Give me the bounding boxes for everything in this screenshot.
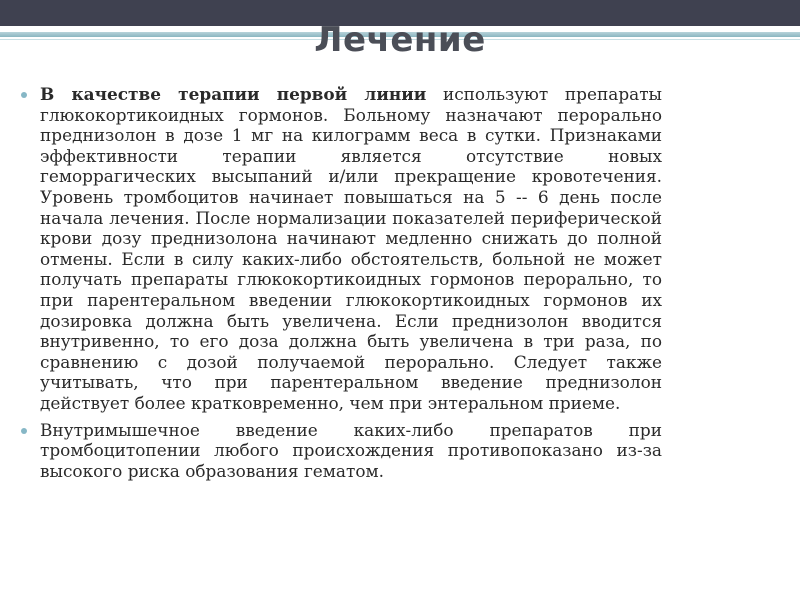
slide-title: Лечение	[314, 20, 486, 60]
bullet-dot-icon	[21, 92, 27, 98]
bullet-dot-icon	[21, 428, 27, 434]
bullet-item-2	[40, 420, 662, 482]
bullet-text: Внутримышечное введение каких-либо препаратов при тромбоцитопении любого происхождения противопоказано из-за высокого риска образования гематом.	[40, 419, 662, 481]
bullet-item-1	[40, 84, 662, 414]
bullet-text: используют препараты глюкокортикоидных гормонов. Больному назначают перорально преднизолон в дозе 1 мг на килограмм веса в сутки. Признаками эффективности терапии является отсутствие новых геморрагических высыпаний и/или прекращение кровотечения. Уровень тромбоцитов начинает повышаться на 5 -- 6 день после начала лечения. После нормализации показателей периферической крови дозу преднизолона начинают медленно снижать до полной отмены. Если в силу каких-либо обстоятельств, больной не может получать препараты глюкокортикоидных гормонов перорально, то при парентеральном введении глюкокортикоидных гормонов их дозировка должна быть увеличена. Если преднизолон вводится внутривенно, то его доза должна быть увеличена в три раза, по сравнению с дозой получаемой перорально. Следует также учитывать, что при парентеральном введение преднизолон действует более кратковременно, чем при энтеральном приеме.	[40, 84, 662, 413]
slide-content	[40, 84, 662, 487]
bullet-lead: В качестве терапии первой линии	[40, 84, 427, 104]
